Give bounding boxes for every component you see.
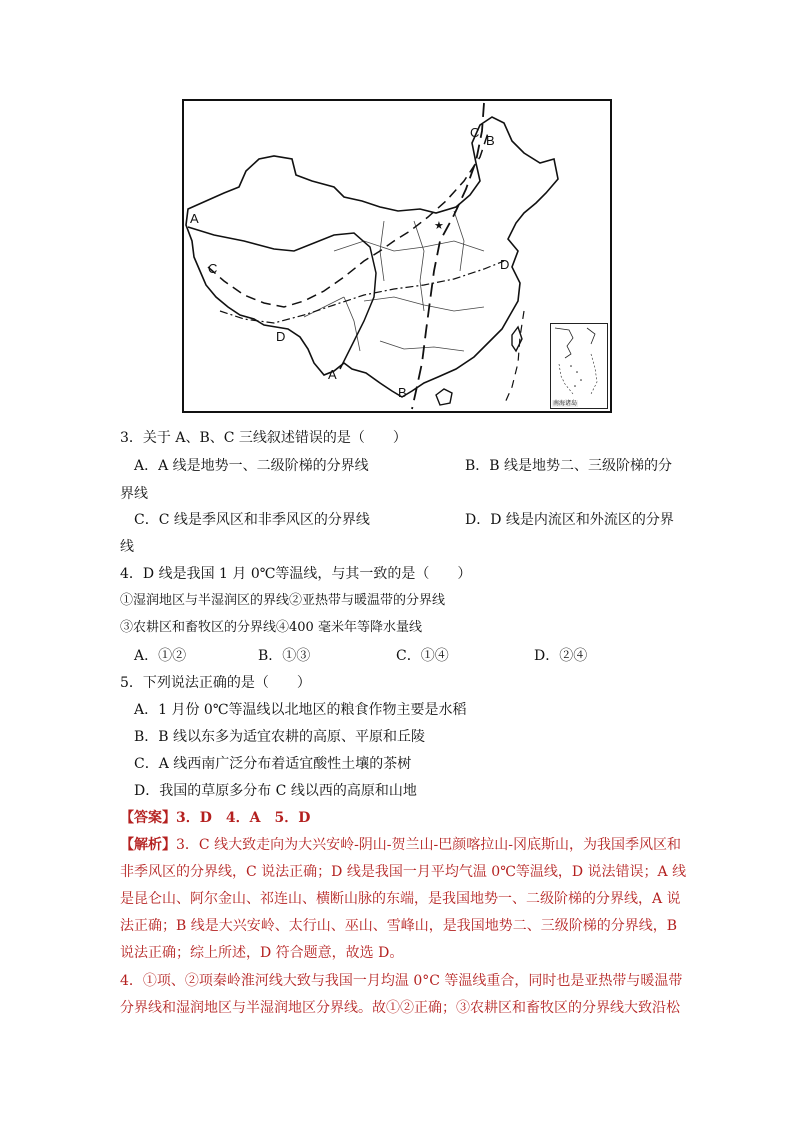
q4-stem: 4．D 线是我国 1 月 0℃等温线，与其一致的是（ ）	[120, 566, 472, 582]
analysis-line-4: 法正确；B 线是大兴安岭、太行山、巫山、雪峰山，是我国地势二、三级阶梯的分界线，B	[120, 918, 678, 934]
map-label-b-south: B	[398, 385, 407, 400]
line-D	[220, 261, 504, 323]
china-map-figure	[182, 99, 612, 413]
map-label-d-south: D	[276, 329, 286, 344]
analysis-line-6: 4．①项、②项秦岭淮河线大致与我国一月均温 0°C 等温线重合，同时也是亚热带与暖温带	[120, 973, 683, 989]
q5-option-c: C．A 线西南广泛分布着适宜酸性土壤的茶树	[134, 756, 412, 772]
q4-option-d: D．②④	[534, 648, 588, 664]
q3-option-b: B．B 线是地势二、三级阶梯的分	[465, 458, 673, 474]
analysis-line-5: 说法正确；综上所述，D 符合题意，故选 D。	[120, 945, 404, 961]
q5-option-b: B．B 线以东多为适宜农耕的高原、平原和丘陵	[134, 729, 426, 745]
q5-stem: 5．下列说法正确的是（ ）	[120, 675, 311, 691]
q3-option-b-cont: 界线	[120, 486, 148, 502]
analysis-tag: 【解析】	[120, 837, 176, 853]
map-label-d-east: D	[500, 257, 510, 272]
analysis-line-7: 分界线和湿润地区与半湿润地区分界线。故①②正确；③农耕区和畜牧区的分界线大致沿松	[120, 1000, 680, 1016]
inset-drawing	[551, 324, 607, 408]
line-C	[208, 133, 488, 307]
q3-option-a: A．A 线是地势一、二级阶梯的分界线	[134, 458, 369, 474]
q4-option-b: B．①③	[258, 648, 311, 664]
analysis-line-3: 是昆仑山、阿尔金山、祁连山、横断山脉的东端，是我国地势一、二级阶梯的分界线，A 说	[120, 891, 681, 907]
china-map-drawing	[184, 101, 610, 411]
analysis-text-1: 3．C 线大致走向为大兴安岭-阴山-贺兰山-巴颜喀拉山-冈底斯山，为我国季风区和	[176, 837, 681, 853]
analysis-line-2: 非季风区的分界线，C 说法正确；D 线是我国一月平均气温 0℃等温线，D 说法错误；A 线	[120, 864, 687, 880]
sea-boundary	[504, 311, 524, 405]
map-label-a-west: A	[190, 211, 199, 226]
provincial-boundaries	[304, 211, 484, 351]
q3-option-d: D．D 线是内流区和外流区的分界	[465, 512, 674, 528]
map-label-a-south: A	[328, 367, 337, 382]
inset-label: 南海诸岛	[553, 400, 578, 407]
q3-option-c: C．C 线是季风区和非季风区的分界线	[134, 512, 370, 528]
q3-option-d-cont: 线	[120, 539, 134, 555]
q5-option-a: A．1 月份 0℃等温线以北地区的粮食作物主要是水稻	[134, 702, 467, 718]
q4-statement-2: ③农耕区和畜牧区的分界线④400 毫米年等降水量线	[120, 620, 422, 635]
south-china-sea-inset	[550, 323, 608, 409]
capital-star: ★	[434, 219, 444, 232]
map-label-c-north: C	[470, 125, 480, 140]
answer-tag: 【答案】	[120, 810, 176, 826]
q3-stem: 3．关于 A、B、C 三线叙述错误的是（ ）	[120, 430, 407, 446]
q4-option-c: C．①④	[396, 648, 449, 664]
answer-text: 3．D 4．A 5．D	[176, 810, 311, 826]
q4-statement-1: ①湿润地区与半湿润区的界线②亚热带与暖温带的分界线	[120, 593, 446, 608]
hainan-island	[436, 389, 452, 405]
analysis-line-1	[120, 835, 681, 855]
q4-option-a: A．①②	[134, 648, 187, 664]
answer-line	[120, 808, 310, 828]
map-label-c-west: C	[208, 261, 218, 276]
map-label-b-north: B	[486, 133, 495, 148]
q5-option-d: D．我国的草原多分布 C 线以西的高原和山地	[134, 783, 417, 799]
